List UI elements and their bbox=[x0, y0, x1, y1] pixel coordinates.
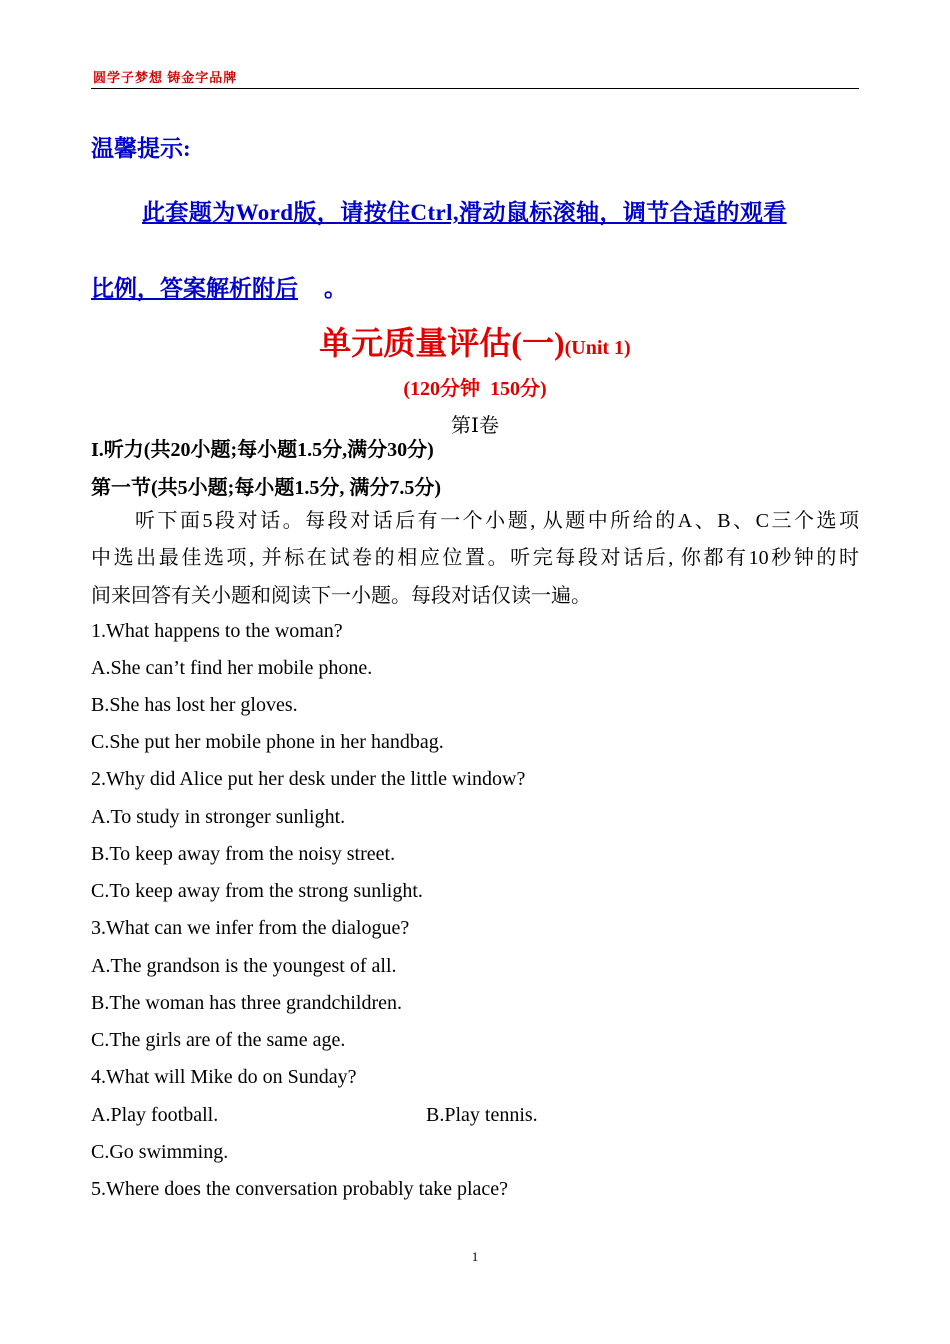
question-4-option-c: C.Go swimming. bbox=[91, 1141, 229, 1163]
instructions-line-1: 听下面5段对话。每段对话后有一个小题, 从题中所给的A、B、C三个选项 bbox=[135, 510, 859, 532]
title-subtitle: (120分钟 150分) bbox=[403, 378, 547, 400]
section-heading: I.听力(共20小题;每小题1.5分,满分30分) bbox=[91, 439, 434, 461]
question-4-option-a: A.Play football. bbox=[91, 1104, 219, 1126]
question-1-option-b: B.She has lost her gloves. bbox=[91, 694, 298, 716]
title-main: 单元质量评估(一) bbox=[319, 325, 565, 361]
tip-text-end: 。 bbox=[324, 276, 347, 301]
title-unit: (Unit 1) bbox=[564, 337, 631, 359]
part-heading: 第一节(共5小题;每小题1.5分, 满分7.5分) bbox=[91, 477, 441, 499]
question-1-option-c: C.She put her mobile phone in her handbag. bbox=[91, 731, 444, 753]
question-3-option-b: B.The woman has three grandchildren. bbox=[91, 992, 403, 1014]
volume-label: 第Ⅰ卷 bbox=[451, 415, 499, 437]
question-4-option-b: B.Play tennis. bbox=[426, 1104, 538, 1126]
question-2-option-a: A.To study in stronger sunlight. bbox=[91, 806, 346, 828]
question-2-stem: 2.Why did Alice put her desk under the little window? bbox=[91, 768, 526, 790]
instructions-line-3: 间来回答有关小题和阅读下一小题。每段对话仅读一遍。 bbox=[91, 584, 591, 607]
question-2-option-c: C.To keep away from the strong sunlight. bbox=[91, 880, 423, 902]
tip-text-line-1: 此套题为Word版，请按住Ctrl,滑动鼠标滚轴，调节合适的观看 bbox=[142, 200, 787, 225]
tip-text-line-2: 比例，答案解析附后 bbox=[91, 276, 298, 301]
tip-title: 温馨提示: bbox=[91, 136, 191, 161]
page-header bbox=[91, 66, 859, 89]
question-3-option-a: A.The grandson is the youngest of all. bbox=[91, 955, 397, 977]
question-1-stem: 1.What happens to the woman? bbox=[91, 620, 343, 642]
question-3-stem: 3.What can we infer from the dialogue? bbox=[91, 917, 410, 939]
question-4-stem: 4.What will Mike do on Sunday? bbox=[91, 1066, 357, 1088]
page-number: 1 bbox=[471, 1249, 479, 1264]
instructions-paragraph bbox=[91, 503, 859, 615]
question-1-option-a: A.She can’t find her mobile phone. bbox=[91, 657, 373, 679]
question-3-option-c: C.The girls are of the same age. bbox=[91, 1029, 346, 1051]
page-title bbox=[0, 318, 950, 364]
header-slogan: 圆学子梦想 铸金字品牌 bbox=[93, 70, 238, 85]
instructions-line-2: 中选出最佳选项, 并标在试卷的相应位置。听完每段对话后, 你都有10秒钟的时 bbox=[91, 547, 859, 570]
question-5-stem: 5.Where does the conversation probably take place? bbox=[91, 1178, 509, 1200]
question-2-option-b: B.To keep away from the noisy street. bbox=[91, 843, 396, 865]
